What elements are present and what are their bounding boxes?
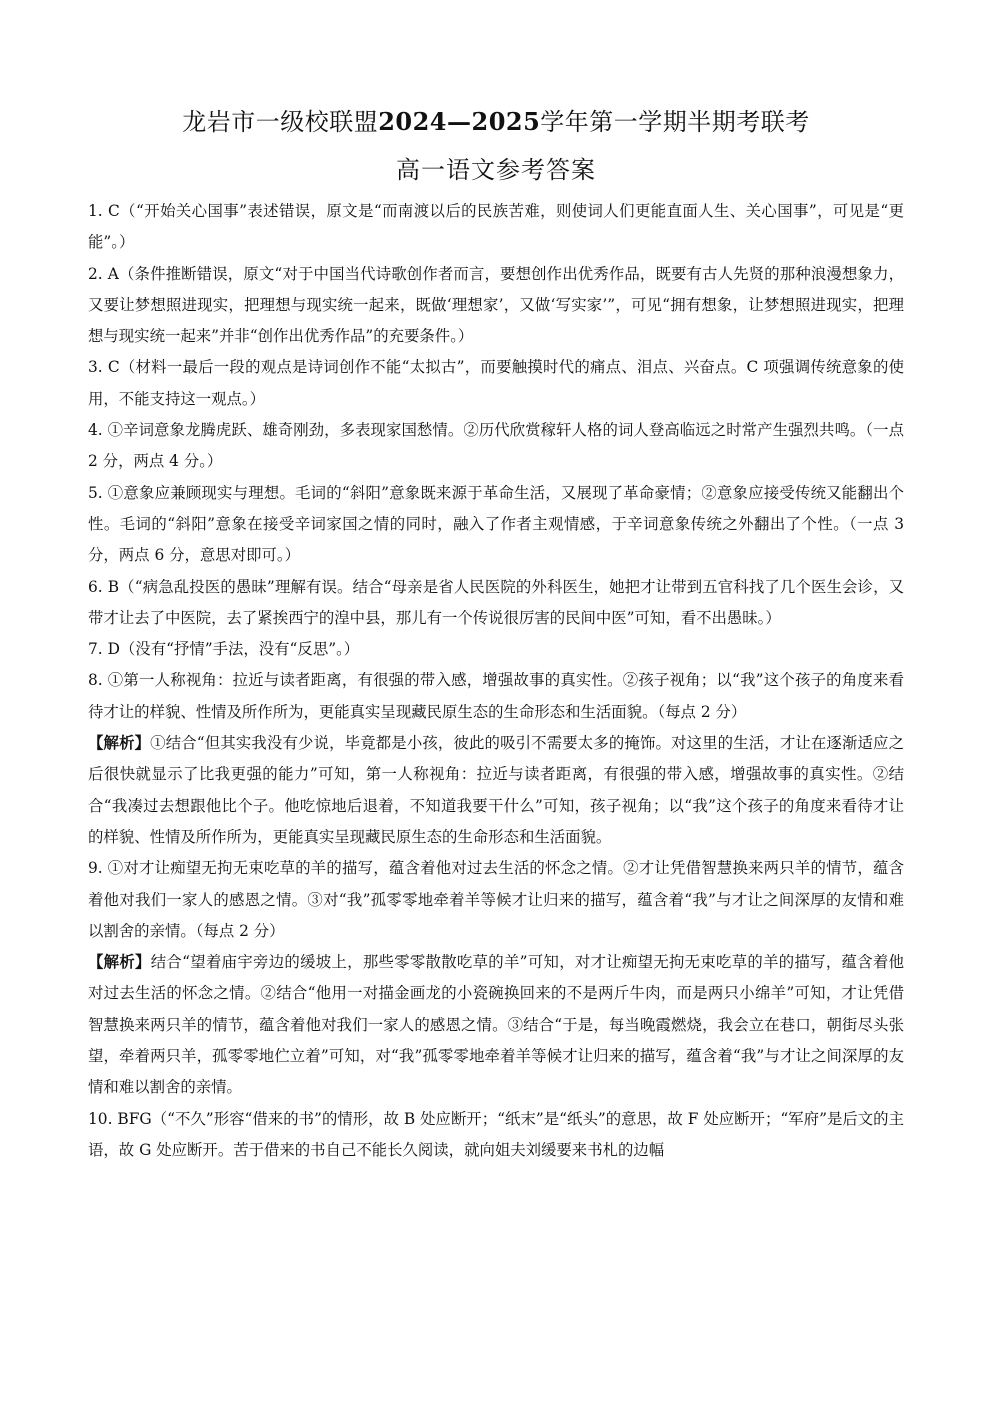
answer-paragraph [88,1104,904,1167]
paragraph-text: 10. BFG（“不久”形容“借来的书”的情形，故 B 处应断开；“纸末”是“纸头”的意思，故 F 处应断开；“军府”是后文的主语，故 G 处应断开。苦于借来的书自己不能长久阅读，就向姐夫刘缓要来书札的边幅 [88,1109,904,1159]
answer-paragraph [88,259,904,353]
answer-paragraph [88,352,904,415]
analysis-paragraph [88,947,904,1103]
paragraph-text: 7. D（没有“抒情”手法，没有“反思”。） [88,640,360,659]
document-title [88,100,904,144]
analysis-label: 【解析】 [88,953,151,972]
title-suffix: 学年第一学期半期考联考 [540,108,810,136]
answer-paragraph [88,634,904,665]
title-prefix: 龙岩市一级校联盟 [182,108,379,136]
paragraph-text: ①结合“但其实我没有少说，毕竟都是小孩，彼此的吸引不需要太多的掩饰。对这里的生活，才让在逐渐适应之后很快就显示了比我更强的能力”可知，第一人称视角：拉近与读者距离，有很强的带入感，增强故事的真实性。②结合“我凑过去想跟他比个子。他吃惊地后退着，不知道我要干什么”可知，孩子视角；以“我”这个孩子的角度来看待才让的样貌、性情及所作所为，更能真实呈现藏民原生态的生命形态和生活面貌。 [88,734,904,846]
analysis-label: 【解析】 [88,734,151,753]
answer-paragraph [88,853,904,947]
paragraph-text: 3. C（材料一最后一段的观点是诗词创作不能“太拟古”，而要触摸时代的痛点、泪点、兴奋点。C 项强调传统意象的使用，不能支持这一观点。） [88,358,904,408]
paragraph-text: 2. A（条件推断错误，原文“对于中国当代诗歌创作者而言，要想创作出优秀作品，既要有古人先贤的那种浪漫想象力，又要让梦想照进现实，把理想与现实统一起来，既做‘理想家’，又做‘写实家’”，可见“拥有想象，让梦想照进现实，把理想与现实统一起来”并非“创作出优秀作品”的充要条件。） [88,264,904,346]
paragraph-text: 结合“望着庙宇旁边的缓坡上，那些零零散散吃草的羊”可知，对才让痴望无拘无束吃草的羊的描写，蕴含着他对过去生活的怀念之情。②结合“他用一对描金画龙的小瓷碗换回来的不是两斤牛肉，而是两只小绵羊”可知，才让凭借智慧换来两只羊的情节，蕴含着他对我们一家人的感恩之情。③结合“于是，每当晚霞燃烧，我会立在巷口，朝街尽头张望，牵着两只羊，孤零零地伫立着”可知，对“我”孤零零地牵着羊等候才让归来的描写，蕴含着“我”与才让之间深厚的友情和难以割舍的亲情。 [88,953,904,1097]
document-subtitle: 高一语文参考答案 [396,156,596,184]
answer-list [88,196,904,1166]
paragraph-text: 1. C（“开始关心国事”表述错误，原文是“而南渡以后的民族苦难，则使词人们更能直面人生、关心国事”，可见是“更能”。） [88,202,904,252]
analysis-paragraph [88,728,904,853]
answer-paragraph [88,415,904,478]
answer-paragraph [88,665,904,728]
paragraph-text: 5. ①意象应兼顾现实与理想。毛词的“斜阳”意象既来源于革命生活，又展现了革命豪情；②意象应接受传统又能翻出个性。毛词的“斜阳”意象在接受辛词家国之情的同时，融入了作者主观情感，于辛词意象传统之外翻出了个性。（一点 3 分，两点 6 分，意思对即可。） [88,483,904,565]
paragraph-text: 4. ①辛词意象龙腾虎跃、雄奇刚劲，多表现家国愁情。②历代欣赏稼轩人格的词人登高临远之时常产生强烈共鸣。（一点 2 分，两点 4 分。） [88,421,904,471]
paragraph-text: 9. ①对才让痴望无拘无束吃草的羊的描写，蕴含着他对过去生活的怀念之情。②才让凭借智慧换来两只羊的情节，蕴含着他对我们一家人的感恩之情。③对“我”孤零零地牵着羊等候才让归来的描写，蕴含着“我”与才让之间深厚的友情和难以割舍的亲情。（每点 2 分） [88,859,904,940]
answer-paragraph [88,196,904,259]
paragraph-text: 6. B（“病急乱投医的愚昧”理解有误。结合“母亲是省人民医院的外科医生，她把才让带到五官科找了几个医生会诊，又带才让去了中医院，去了紧挨西宁的湟中县，那儿有一个传说很厉害的民间中医”可知，看不出愚昧。） [88,577,904,627]
paragraph-text: 8. ①第一人称视角：拉近与读者距离，有很强的带入感，增强故事的真实性。②孩子视角；以“我”这个孩子的角度来看待才让的样貌、性情及所作所为，更能真实呈现藏民原生态的生命形态和生活面貌。（每点 2 分） [88,671,904,721]
answer-paragraph [88,572,904,635]
answer-paragraph [88,478,904,572]
title-years: 2024—2025 [378,107,541,136]
